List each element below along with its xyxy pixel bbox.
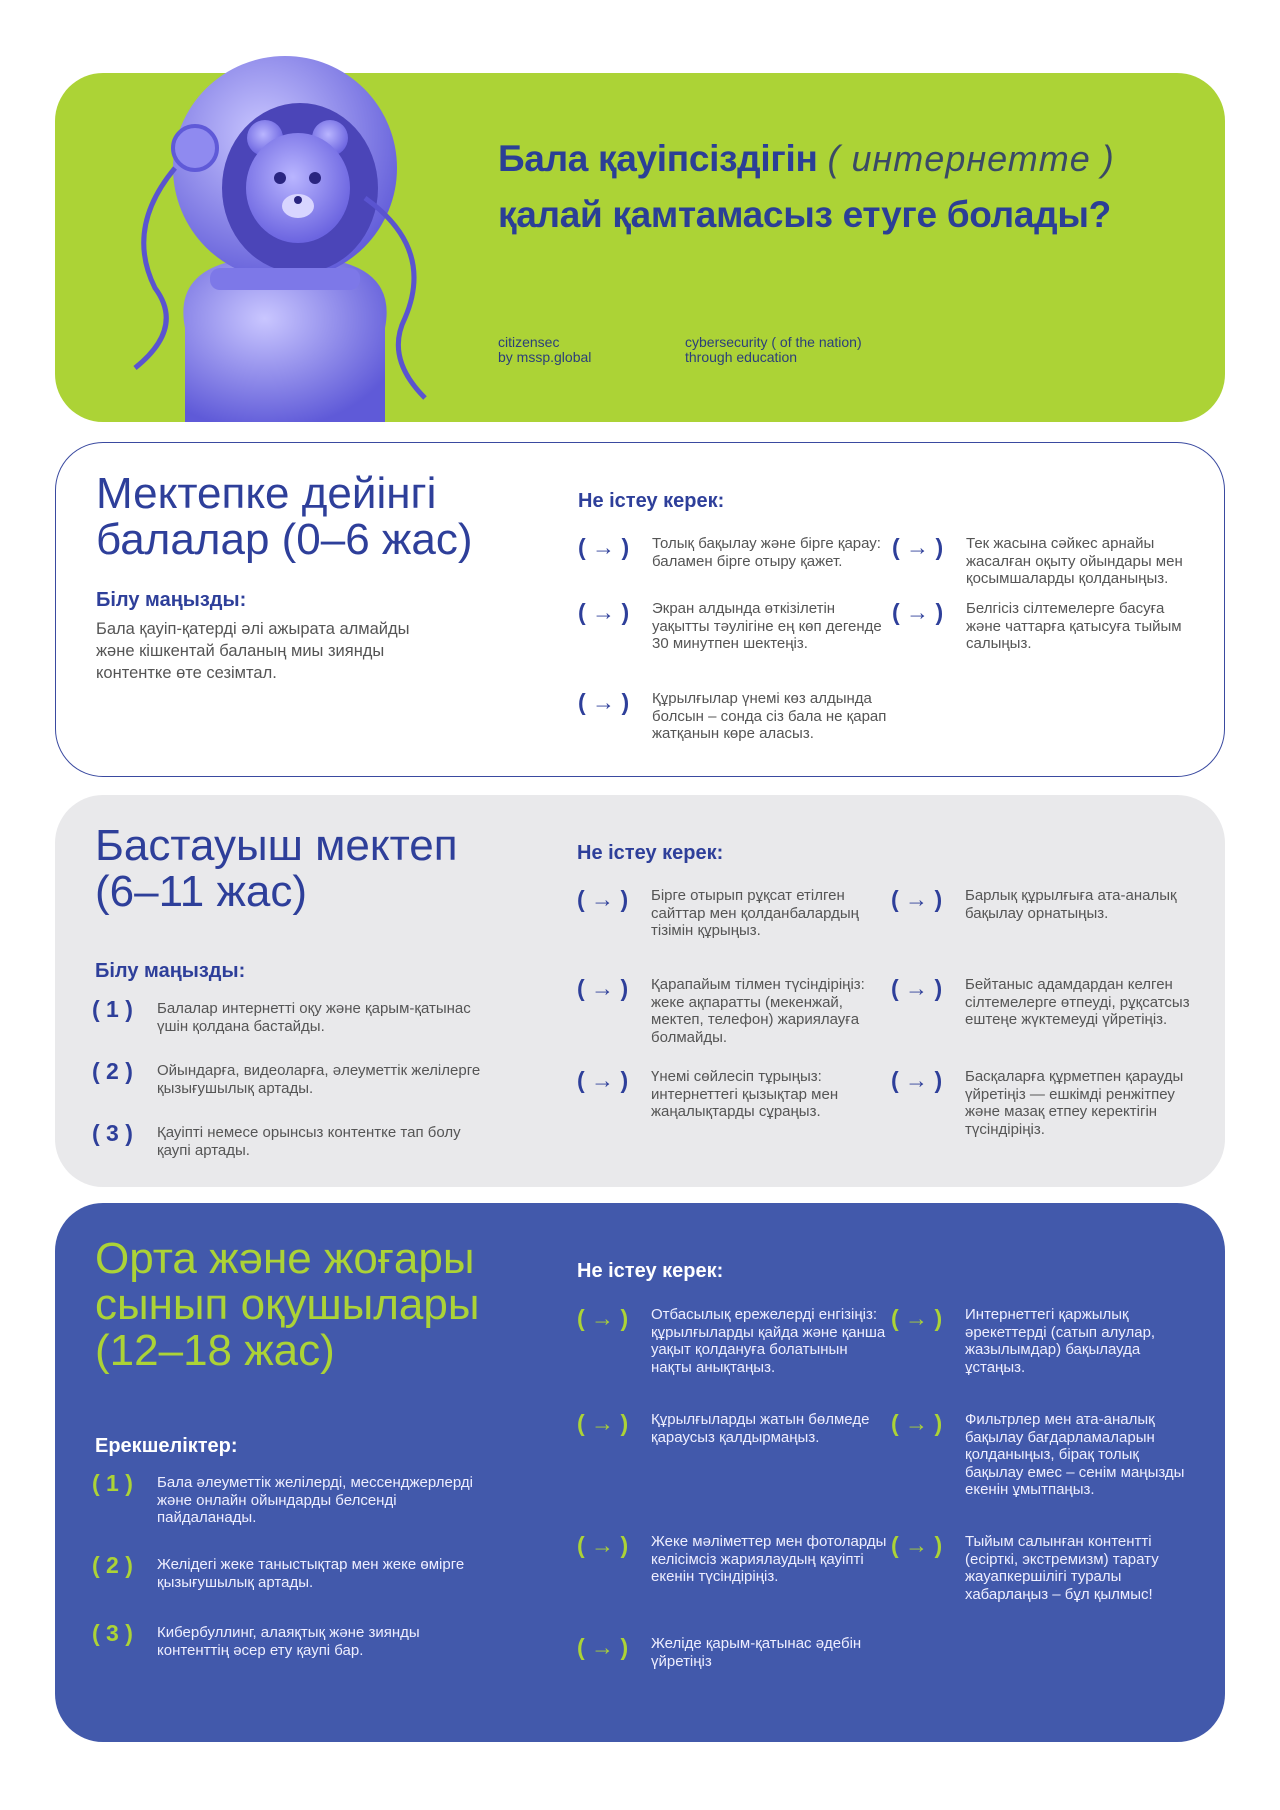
todo-text: Белгісіз сілтемелерге басуға және чаттарға қатысуға тыйым салыңыз.: [966, 600, 1182, 652]
know-heading: Ерекшеліктер:: [95, 1435, 238, 1457]
tagline-line: through education: [685, 349, 798, 365]
know-list-item: Кибербуллинг, алаяқтық және зиянды контенттің әсер ету қаупі бар.: [157, 1624, 420, 1659]
todo-item: [891, 1068, 1201, 1138]
todo-item: [891, 887, 1201, 922]
arrow-icon: ( → ): [577, 975, 629, 1001]
todo-item: [577, 1411, 887, 1446]
todo-text: Бейтаныс адамдардан келген сілтемелерге өтпеуді, рұқсатсыз ештеңе жүктемеуді үйретіңіз.: [965, 976, 1190, 1028]
number-badge: ( 1 ): [92, 996, 133, 1022]
arrow-icon: ( → ): [892, 599, 944, 625]
arrow-icon: ( → ): [891, 1305, 943, 1331]
arrow-icon: ( → ): [578, 689, 630, 715]
section-title-line: (12–18 жас): [95, 1326, 335, 1375]
todo-heading: Не істеу керек:: [578, 490, 725, 512]
todo-heading: Не істеу керек:: [577, 1260, 724, 1282]
section-primary-school: [55, 795, 1225, 1187]
todo-text: Отбасылық ережелерді енгізіңіз: құрылғыларды қайда және қанша уақыт қолдануға болатынын нақты анықтаңыз.: [651, 1306, 886, 1376]
title-light: ( интернетте ): [827, 138, 1115, 179]
know-heading: Білу маңызды:: [96, 589, 247, 611]
todo-text: Жеке мәліметтер мен фотоларды келісімсіз жариялаудың қауіпті екенін түсіндіріңіз.: [651, 1533, 887, 1585]
todo-text: Экран алдында өткізілетін уақытты тәулігіне ең көп дегенде 30 минутпен шектеңіз.: [652, 600, 882, 652]
todo-text: Құрылғыларды жатын бөлмеде қараусыз қалдырмаңыз.: [651, 1411, 870, 1446]
section-title-line: (6–11 жас): [95, 867, 308, 916]
todo-text: Үнемі сөйлесіп тұрыңыз: интернеттегі қызықтар мен жаңалықтарды сұраңыз.: [651, 1068, 839, 1120]
number-badge: ( 3 ): [92, 1620, 133, 1646]
brand: [498, 335, 591, 365]
arrow-icon: ( → ): [892, 534, 944, 560]
know-text: Бала қауіп-қатерді әлі ажырата алмайды және кішкентай баланың миы зиянды контентке өте сезімтал.: [96, 620, 410, 682]
number-badge: ( 1 ): [92, 1470, 133, 1496]
arrow-icon: ( → ): [577, 1532, 629, 1558]
tagline: [685, 335, 862, 365]
tagline-line: cybersecurity ( of the nation): [685, 334, 862, 350]
todo-item: [578, 535, 888, 570]
arrow-icon: ( → ): [577, 886, 629, 912]
arrow-icon: ( → ): [578, 534, 630, 560]
know-list-item: Қауіпті немесе орынсыз контентке тап болу қаупі артады.: [157, 1124, 461, 1159]
todo-item: [891, 1306, 1201, 1376]
section-title-line: балалар (0–6 жас): [96, 515, 473, 564]
number-badge: ( 2 ): [92, 1552, 133, 1578]
section-preschool: [55, 442, 1225, 777]
know-list-item: Ойындарға, видеоларға, әлеуметтік желілерге қызығушылық артады.: [157, 1062, 481, 1097]
todo-item: [577, 1068, 887, 1121]
brand-line: citizensec: [498, 334, 560, 350]
section-title-line: Мектепке дейінгі: [96, 469, 437, 518]
todo-text: Толық бақылау және бірге қарау: баламен бірге отыру қажет.: [652, 535, 881, 570]
todo-item: [577, 1533, 887, 1586]
title-part: Бала қауіпсіздігін: [498, 138, 818, 179]
todo-text: Бірге отырып рұқсат етілген сайттар мен қолданбалардың тізімін құрыңыз.: [651, 887, 859, 939]
know-list-item: Бала әлеуметтік желілерді, мессенджерлерді және онлайн ойындарды белсенді пайдаланады.: [157, 1474, 473, 1526]
know-heading: Білу маңызды:: [95, 960, 246, 982]
number-badge: ( 2 ): [92, 1058, 133, 1084]
section-title-line: Орта және жоғары: [95, 1234, 475, 1283]
arrow-icon: ( → ): [891, 1067, 943, 1093]
todo-text: Қарапайым тілмен түсіндіріңіз: жеке ақпаратты (мекенжай, мектеп, телефон) жариялауға болмайды.: [651, 976, 865, 1046]
arrow-icon: ( → ): [577, 1410, 629, 1436]
todo-item: [578, 690, 888, 743]
todo-item: [892, 600, 1202, 653]
todo-item: [577, 1306, 887, 1376]
arrow-icon: ( → ): [891, 1532, 943, 1558]
arrow-icon: ( → ): [891, 1410, 943, 1436]
arrow-icon: ( → ): [578, 599, 630, 625]
section-title: [95, 823, 458, 915]
section-secondary-school: [55, 1203, 1225, 1742]
todo-item: [577, 887, 887, 940]
arrow-icon: ( → ): [891, 886, 943, 912]
todo-text: Барлық құрылғыға ата-аналық бақылау орнатыңыз.: [965, 887, 1177, 922]
section-title: [96, 471, 473, 563]
know-list-item: Балалар интернетті оқу және қарым-қатынас үшін қолдана бастайды.: [157, 1000, 471, 1035]
todo-text: Тыйым салынған контентті (есірткі, экстремизм) тарату жауапкершілігі туралы хабарлаңыз – бұл қылмыс!: [965, 1533, 1159, 1603]
section-title-line: Бастауыш мектеп: [95, 821, 458, 870]
know-list-item: Желідегі жеке таныстықтар мен жеке өмірге қызығушылық артады.: [157, 1556, 465, 1591]
todo-item: [891, 1533, 1201, 1603]
section-title-line: сынып оқушылары: [95, 1280, 480, 1329]
arrow-icon: ( → ): [577, 1634, 629, 1660]
todo-item: [577, 976, 887, 1046]
todo-item: [891, 976, 1201, 1029]
todo-text: Фильтрлер мен ата-аналық бақылау бағдарламаларын қолданыңыз, бірақ толық бақылау емес – сенім маңызды екенін ұмытпаңыз.: [965, 1411, 1185, 1498]
todo-item: [892, 535, 1202, 588]
brand-line: by mssp.global: [498, 349, 592, 365]
todo-text: Желіде қарым-қатынас әдебін үйретіңіз: [651, 1635, 862, 1670]
title-part: қалай қамтамасыз етуге болады?: [498, 194, 1111, 235]
arrow-icon: ( → ): [891, 975, 943, 1001]
todo-text: Интернеттегі қаржылық әрекеттерді (сатып алулар, жазылымдар) бақылауда ұстаңыз.: [965, 1306, 1156, 1376]
todo-text: Құрылғылар үнемі көз алдында болсын – сонда сіз бала не қарап жатқанын көре аласыз.: [652, 690, 887, 742]
arrow-icon: ( → ): [577, 1067, 629, 1093]
todo-text: Тек жасына сәйкес арнайы жасалған оқыту ойындары мен қосымшаларды қолданыңыз.: [966, 535, 1183, 587]
section-title: [95, 1236, 479, 1374]
todo-heading: Не істеу керек:: [577, 842, 724, 864]
todo-item: [578, 600, 888, 653]
todo-item: [891, 1411, 1201, 1499]
astronaut-bear-illustration: [115, 28, 455, 422]
todo-text: Басқаларға құрметпен қарауды үйретіңіз — ешкімді ренжітпеу және мазақ етпеу керектігін түсіндіріңіз.: [965, 1068, 1184, 1138]
todo-item: [577, 1635, 887, 1670]
arrow-icon: ( → ): [577, 1305, 629, 1331]
number-badge: ( 3 ): [92, 1120, 133, 1146]
hero-title: [498, 131, 1115, 243]
